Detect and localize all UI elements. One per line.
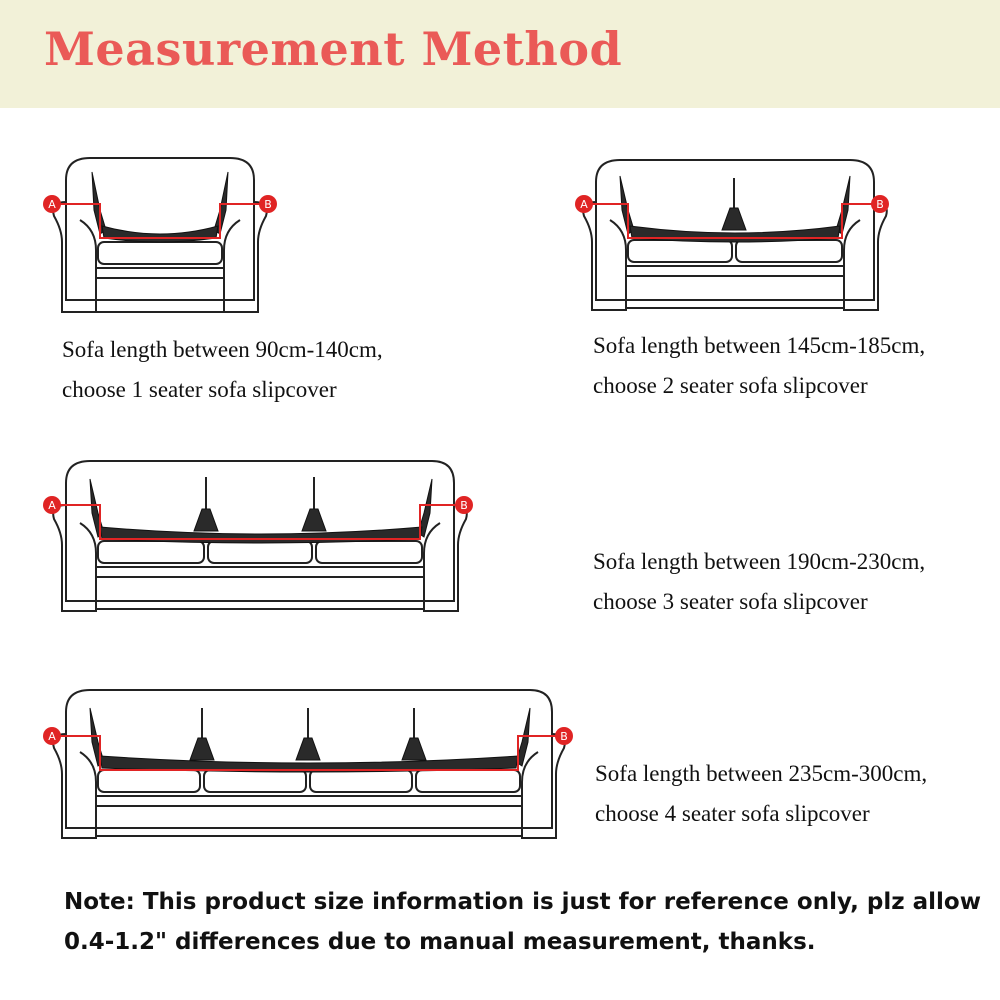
- point-a-label: A: [48, 499, 56, 512]
- point-b-marker: [555, 727, 573, 745]
- note-line-2: 0.4-1.2" differences due to manual measurement, thanks.: [64, 929, 816, 955]
- caption-3-seater: [593, 542, 925, 622]
- sofa-base: [626, 266, 844, 308]
- right-arm: [522, 734, 565, 838]
- caption-line-1: Sofa length between 190cm-230cm,: [593, 549, 926, 574]
- right-arm: [224, 202, 267, 312]
- point-b-label: B: [264, 198, 272, 211]
- seat-cushion-4: [416, 770, 520, 792]
- seat-cushion-3: [310, 770, 412, 792]
- measurement-note: [64, 882, 984, 962]
- caption-line-2: choose 4 seater sofa slipcover: [595, 801, 870, 826]
- caption-line-2: choose 2 seater sofa slipcover: [593, 373, 868, 398]
- seat-cushion-1: [98, 541, 204, 563]
- caption-line-1: Sofa length between 235cm-300cm,: [595, 761, 928, 786]
- point-a-label: A: [580, 198, 588, 211]
- seat-cushion-1: [98, 770, 200, 792]
- seat-cushion-2: [736, 240, 842, 262]
- point-b-marker: [259, 195, 277, 213]
- left-arm: [53, 734, 96, 838]
- caption-line-2: choose 3 seater sofa slipcover: [593, 589, 868, 614]
- left-arm: [53, 505, 96, 611]
- sofa-base: [96, 796, 522, 836]
- seat-cushion-1: [628, 240, 732, 262]
- left-arm: [583, 202, 626, 310]
- point-b-label: B: [876, 198, 884, 211]
- header-banner: [0, 0, 1000, 108]
- page-title: Measurement Method: [44, 22, 623, 76]
- point-b-marker: [871, 195, 889, 213]
- point-a-label: A: [48, 730, 56, 743]
- seat-cushion-2: [204, 770, 306, 792]
- note-line-1: Note: This product size information is just for reference only, plz allow: [64, 889, 981, 915]
- sofa-base: [96, 567, 424, 609]
- point-b-label: B: [460, 499, 468, 512]
- sofa-diagram-4-seater: [40, 682, 580, 847]
- right-arm: [424, 505, 467, 611]
- sofa-base: [96, 268, 224, 312]
- left-arm: [53, 202, 96, 312]
- point-a-marker: [43, 195, 61, 213]
- sofa-diagram-1-seater: [40, 150, 280, 320]
- point-a-marker: [43, 727, 61, 745]
- caption-4-seater: [595, 754, 927, 834]
- caption-line-2: choose 1 seater sofa slipcover: [62, 377, 337, 402]
- caption-1-seater: [62, 330, 383, 410]
- sofa-diagram-2-seater: [570, 150, 900, 320]
- caption-line-1: Sofa length between 145cm-185cm,: [593, 333, 926, 358]
- right-arm: [844, 202, 887, 310]
- point-b-label: B: [560, 730, 568, 743]
- point-a-marker: [575, 195, 593, 213]
- seat-cushion-2: [208, 541, 312, 563]
- caption-2-seater: [593, 326, 925, 406]
- point-a-marker: [43, 496, 61, 514]
- point-a-label: A: [48, 198, 56, 211]
- point-b-marker: [455, 496, 473, 514]
- sofa-diagram-3-seater: [40, 455, 480, 620]
- measure-line: [58, 204, 262, 238]
- seat-cushion: [98, 242, 222, 264]
- seam-fabric-bottom: [102, 226, 218, 242]
- caption-line-1: Sofa length between 90cm-140cm,: [62, 337, 383, 362]
- seat-cushion-3: [316, 541, 422, 563]
